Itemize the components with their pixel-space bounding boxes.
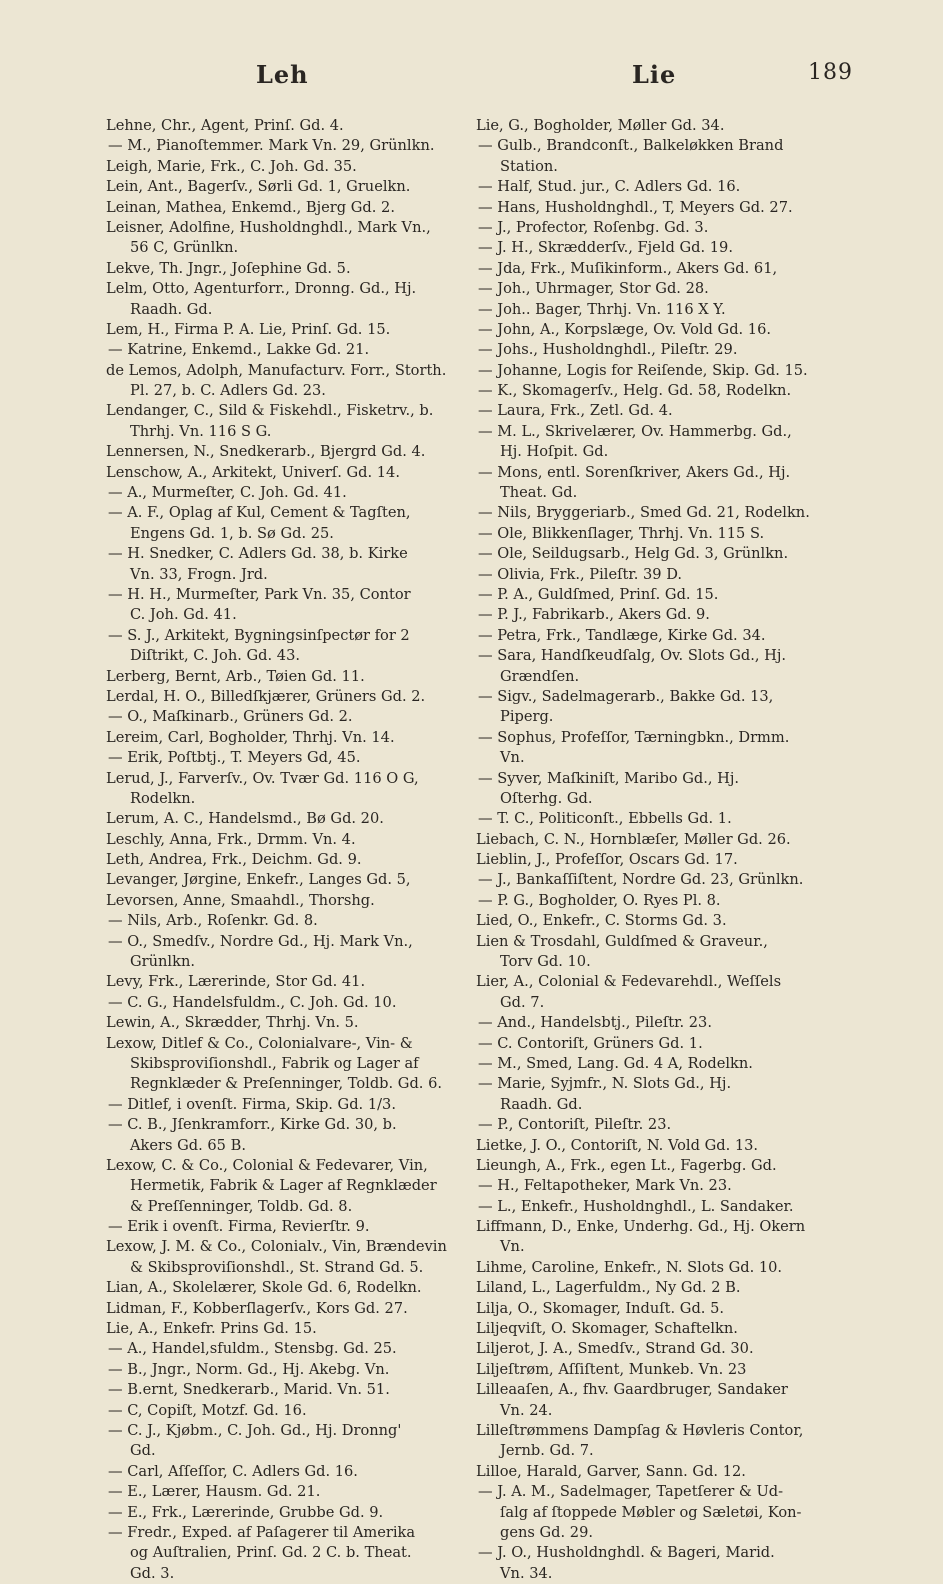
directory-entry: — C. J., Kjøbm., C. Joh. Gd., Hj. Dronng'	[108, 1422, 402, 1439]
directory-entry: Lie, G., Bogholder, Møller Gd. 34.	[476, 117, 725, 134]
directory-entry: — Nils, Arb., Roſenkr. Gd. 8.	[108, 912, 318, 930]
directory-entry: — E., Lærer, Hausm. Gd. 21.	[108, 1483, 321, 1501]
directory-entry: Lilloe, Harald, Garver, Sann. Gd. 12.	[476, 1462, 746, 1480]
entry-continuation: Torv Gd. 10.	[500, 953, 591, 971]
directory-entry: — M. L., Skrivelærer, Ov. Hammerbg. Gd.,	[478, 422, 792, 440]
directory-entry: — Sara, Handſkeudſalg, Ov. Slots Gd., Hj.	[478, 647, 787, 665]
directory-entry: Lehne, Chr., Agent, Prinſ. Gd. 4.	[106, 117, 344, 134]
entry-continuation: Hj. Hoſpit. Gd.	[500, 443, 609, 461]
directory-entry: Leth, Andrea, Frk., Deichm. Gd. 9.	[106, 851, 362, 869]
directory-entry: — H., Feltapotheker, Mark Vn. 23.	[478, 1177, 732, 1195]
entry-continuation: Vn.	[500, 1238, 525, 1256]
entry-continuation: Diſtrikt, C. Joh. Gd. 43.	[130, 647, 300, 665]
directory-entry: Lereim, Carl, Bogholder, Thrhj. Vn. 14.	[106, 728, 395, 746]
directory-entry: — Erik, Poſtbtj., T. Meyers Gd, 45.	[108, 749, 361, 767]
directory-entry: — Laura, Frk., Zetl. Gd. 4.	[478, 402, 673, 420]
directory-entry: Lerud, J., Farverſv., Ov. Tvær Gd. 116 O G,	[106, 769, 419, 787]
directory-entry: — Marie, Syjmfr., N. Slots Gd., Hj.	[478, 1075, 732, 1093]
directory-entry: — And., Handelsbtj., Pileſtr. 23.	[478, 1014, 712, 1032]
entry-continuation: Akers Gd. 65 B.	[130, 1136, 246, 1154]
directory-entry: — Jda, Frk., Muſikinform., Akers Gd. 61,	[478, 259, 778, 277]
directory-entry: — L., Enkefr., Husholdnghdl., L. Sandaker.	[478, 1197, 794, 1215]
directory-entry: — Joh., Uhrmager, Stor Gd. 28.	[478, 280, 709, 298]
entry-continuation: Vn.	[500, 749, 525, 767]
entry-continuation: Jernb. Gd. 7.	[500, 1442, 594, 1460]
directory-entry: Lilleſtrømmens Dampſag & Høvleris Contor,	[476, 1422, 804, 1439]
directory-entry: Lexow, C. & Co., Colonial & Fedevarer, Vin,	[106, 1156, 428, 1174]
entry-continuation: C. Joh. Gd. 41.	[130, 606, 237, 624]
directory-entry: Lihme, Caroline, Enkefr., N. Slots Gd. 10.	[476, 1258, 783, 1276]
directory-entry: Lein, Ant., Bagerſv., Sørli Gd. 1, Gruelkn.	[106, 178, 411, 196]
directory-entry: — Johanne, Logis for Reiſende, Skip. Gd. 15.	[478, 361, 808, 379]
directory-entry: — Ditlef, i ovenſt. Firma, Skip. Gd. 1/3.	[108, 1095, 396, 1113]
directory-entry: — Petra, Frk., Tandlæge, Kirke Gd. 34.	[478, 626, 766, 644]
directory-entry: — B.ernt, Snedkerarb., Marid. Vn. 51.	[108, 1381, 390, 1399]
directory-entry: Lie, A., Enkefr. Prins Gd. 15.	[106, 1320, 317, 1338]
directory-entry: — Katrine, Enkemd., Lakke Gd. 21.	[108, 341, 370, 359]
entry-continuation: 56 C, Grünlkn.	[130, 239, 239, 257]
directory-entry: Lidman, F., Kobberſlagerſv., Kors Gd. 27.	[106, 1299, 408, 1317]
entry-continuation: Gd.	[130, 1442, 156, 1460]
entry-continuation: Station.	[500, 157, 558, 175]
directory-entry: — M., Smed, Lang. Gd. 4 A, Rodelkn.	[478, 1054, 753, 1072]
entry-continuation: Raadh. Gd.	[130, 300, 213, 318]
directory-entry: — M., Pianoſtemmer. Mark Vn. 29, Grünlkn.	[108, 137, 435, 155]
header-right-word: Lie	[632, 60, 677, 89]
directory-entry: — Sigv., Sadelmagerarb., Bakke Gd. 13,	[478, 687, 774, 705]
directory-entry: — J. A. M., Sadelmager, Tapetſerer & Ud-	[478, 1483, 784, 1501]
entry-continuation: Grændſen.	[500, 667, 580, 685]
entry-continuation: & Skibsproviſionshdl., St. Strand Gd. 5.	[130, 1258, 424, 1276]
directory-entry: — B., Jngr., Norm. Gd., Hj. Akebg. Vn.	[108, 1360, 390, 1378]
entry-continuation: Hermetik, Fabrik & Lager af Regnklæder	[130, 1177, 437, 1195]
directory-entry: — P. J., Fabrikarb., Akers Gd. 9.	[478, 606, 710, 624]
directory-entry: Lieungh, A., Frk., egen Lt., Fagerbg. Gd.	[476, 1156, 777, 1174]
left-column	[106, 116, 461, 1584]
right-column	[476, 116, 841, 1584]
directory-entry: Lekve, Th. Jngr., Joſephine Gd. 5.	[106, 259, 351, 277]
entry-continuation: Engens Gd. 1, b. Sø Gd. 25.	[130, 524, 334, 542]
entry-continuation: Grünlkn.	[130, 953, 195, 971]
entry-continuation: Oſterhg. Gd.	[500, 789, 593, 807]
entry-continuation: ſalg af ſtoppede Møbler og Sæletøi, Kon-	[500, 1503, 802, 1521]
directory-entry: — Olivia, Frk., Pileſtr. 39 D.	[478, 565, 683, 583]
directory-entry: — Sophus, Profeſſor, Tærningbkn., Drmm.	[478, 728, 790, 746]
directory-entry: Levanger, Jørgine, Enkefr., Langes Gd. 5,	[106, 871, 411, 889]
directory-entry: Leisner, Adolfine, Husholdnghdl., Mark Vn.,	[106, 218, 431, 236]
directory-entry: — A., Handel,sfuldm., Stensbg. Gd. 25.	[108, 1340, 397, 1358]
directory-entry: Lien & Trosdahl, Guldſmed & Graveur.,	[476, 932, 768, 950]
directory-entry: — J., Bankaſſiſtent, Nordre Gd. 23, Grünlkn.	[478, 871, 804, 889]
directory-entry: — E., Frk., Lærerinde, Grubbe Gd. 9.	[108, 1503, 384, 1521]
entry-continuation: & Preſſenninger, Toldb. Gd. 8.	[130, 1197, 353, 1215]
directory-entry: — Gulb., Brandconſt., Balkeløkken Brand	[478, 137, 784, 155]
entry-continuation: Rodelkn.	[130, 789, 196, 807]
directory-entry: — J. H., Skrædderſv., Fjeld Gd. 19.	[478, 239, 733, 257]
directory-entry: Lennersen, N., Snedkerarb., Bjergrd Gd. 4.	[106, 443, 426, 461]
directory-entry: — H. H., Murmeſter, Park Vn. 35, Contor	[108, 585, 411, 603]
directory-entry: — Carl, Aſſeſſor, C. Adlers Gd. 16.	[108, 1462, 358, 1480]
directory-entry: Lieblin, J., Profeſſor, Oscars Gd. 17.	[476, 851, 738, 869]
entry-continuation: Piperg.	[500, 708, 554, 726]
entry-continuation: Gd. 7.	[500, 993, 545, 1011]
directory-entry: Lilja, O., Skomager, Induſt. Gd. 5.	[476, 1299, 725, 1317]
directory-entry: — H. Snedker, C. Adlers Gd. 38, b. Kirke	[108, 545, 408, 563]
entry-continuation: og Auſtralien, Prinſ. Gd. 2 C. b. Theat.	[130, 1544, 412, 1562]
entry-continuation: Vn. 33, Frogn. Jrd.	[130, 565, 268, 583]
directory-entry: Leinan, Mathea, Enkemd., Bjerg Gd. 2.	[106, 198, 395, 216]
directory-entry: Levy, Frk., Lærerinde, Stor Gd. 41.	[106, 973, 366, 991]
directory-entry: — Fredr., Exped. af Paſagerer til Amerika	[108, 1523, 416, 1541]
directory-entry: — Ole, Blikkenſlager, Thrhj. Vn. 115 S.	[478, 524, 765, 542]
directory-entry: — O., Maſkinarb., Grüners Gd. 2.	[108, 708, 353, 726]
directory-entry: — C, Copiſt, Motzf. Gd. 16.	[108, 1401, 307, 1419]
directory-entry: — Mons, entl. Sorenſkriver, Akers Gd., Hj.	[478, 463, 791, 481]
directory-entry: — T. C., Politiconſt., Ebbells Gd. 1.	[478, 810, 732, 828]
directory-entry: Lelm, Otto, Agenturforr., Dronng. Gd., Hj.	[106, 280, 417, 298]
directory-entry: Lerberg, Bernt, Arb., Tøien Gd. 11.	[106, 667, 365, 685]
entry-continuation: gens Gd. 29.	[500, 1523, 593, 1541]
entry-continuation: Vn. 24.	[500, 1401, 553, 1419]
directory-entry: — Hans, Husholdnghdl., T, Meyers Gd. 27.	[478, 198, 793, 216]
directory-entry: Leigh, Marie, Frk., C. Joh. Gd. 35.	[106, 157, 357, 175]
directory-entry: Lexow, Ditlef & Co., Colonialvare-, Vin- &	[106, 1034, 413, 1052]
entry-continuation: Theat. Gd.	[500, 484, 578, 502]
directory-entry: — Syver, Maſkiniſt, Maribo Gd., Hj.	[478, 769, 740, 787]
directory-entry: Lian, A., Skolelærer, Skole Gd. 6, Rodelkn.	[106, 1279, 422, 1297]
directory-entry: — John, A., Korpslæge, Ov. Vold Gd. 16.	[478, 320, 772, 338]
directory-entry: — P. A., Guldſmed, Prinſ. Gd. 15.	[478, 585, 719, 603]
directory-entry: — Ole, Seildugsarb., Helg Gd. 3, Grünlkn.	[478, 545, 789, 563]
directory-entry: Lerdal, H. O., Billedſkjærer, Grüners Gd. 2.	[106, 687, 426, 705]
directory-entry: Lexow, J. M. & Co., Colonialv., Vin, Brændevin	[106, 1238, 447, 1256]
directory-entry: — C. B., Jſenkramforr., Kirke Gd. 30, b.	[108, 1116, 397, 1134]
directory-entry: de Lemos, Adolph, Manufacturv. Forr., Storth.	[106, 361, 447, 379]
directory-entry: — Joh.. Bager, Thrhj. Vn. 116 X Y.	[478, 300, 726, 318]
directory-entry: Liljerot, J. A., Smedſv., Strand Gd. 30.	[476, 1340, 754, 1358]
directory-entry: Lem, H., Firma P. A. Lie, Prinſ. Gd. 15.	[106, 320, 391, 338]
directory-entry: Lendanger, C., Sild & Fiskehdl., Fisketrv., b.	[106, 402, 434, 420]
directory-entry: Lietke, J. O., Contoriſt, N. Vold Gd. 13.	[476, 1136, 759, 1154]
directory-entry: — P., Contoriſt, Pileſtr. 23.	[478, 1116, 672, 1134]
directory-entry: — Johs., Husholdnghdl., Pileſtr. 29.	[478, 341, 738, 359]
directory-entry: Liljeſtrøm, Aſſiſtent, Munkeb. Vn. 23	[476, 1360, 747, 1378]
directory-entry: Leschly, Anna, Frk., Drmm. Vn. 4.	[106, 830, 356, 848]
page-number: 189	[808, 60, 853, 85]
directory-entry: Liland, L., Lagerfuldm., Ny Gd. 2 B.	[476, 1279, 741, 1297]
directory-entry: — O., Smedſv., Nordre Gd., Hj. Mark Vn.,	[108, 932, 413, 950]
directory-entry: Lilleaaſen, A., fhv. Gaardbruger, Sandaker	[476, 1381, 788, 1399]
directory-entry: Liffmann, D., Enke, Underhg. Gd., Hj. Okern	[476, 1218, 806, 1236]
directory-entry: Liebach, C. N., Hornblæſer, Møller Gd. 26.	[476, 830, 791, 848]
entry-continuation: Vn. 34.	[500, 1564, 553, 1582]
entry-continuation: Pl. 27, b. C. Adlers Gd. 23.	[130, 382, 326, 400]
entry-continuation: Thrhj. Vn. 116 S G.	[130, 422, 272, 440]
directory-entry: — Erik i ovenſt. Firma, Revierſtr. 9.	[108, 1218, 370, 1236]
entry-continuation: Skibsproviſionshdl., Fabrik og Lager af	[130, 1054, 419, 1072]
entry-continuation: Regnklæder & Preſenninger, Toldb. Gd. 6.	[130, 1075, 442, 1093]
directory-entry: — C. Contoriſt, Grüners Gd. 1.	[478, 1034, 703, 1052]
directory-entry: — J., Profector, Roſenbg. Gd. 3.	[478, 218, 709, 236]
directory-entry: — S. J., Arkitekt, Bygningsinſpectør for 2	[108, 626, 410, 644]
directory-entry: — K., Skomagerſv., Helg. Gd. 58, Rodelkn.	[478, 382, 792, 400]
directory-entry: — A. F., Oplag af Kul, Cement & Tagſten,	[108, 504, 411, 522]
entry-continuation: Raadh. Gd.	[500, 1095, 583, 1113]
directory-entry: — A., Murmeſter, C. Joh. Gd. 41.	[108, 484, 347, 502]
directory-entry: Liljeqviſt, O. Skomager, Schaftelkn.	[476, 1320, 738, 1338]
entry-continuation: Gd. 3.	[130, 1564, 175, 1582]
header-left-word: Leh	[256, 60, 309, 89]
directory-entry: Levorsen, Anne, Smaahdl., Thorshg.	[106, 891, 375, 909]
directory-entry: Lerum, A. C., Handelsmd., Bø Gd. 20.	[106, 810, 384, 828]
directory-entry: Lied, O., Enkefr., C. Storms Gd. 3.	[476, 912, 727, 930]
directory-entry: — J. O., Husholdnghdl. & Bageri, Marid.	[478, 1544, 775, 1562]
directory-entry: — C. G., Handelsfuldm., C. Joh. Gd. 10.	[108, 993, 397, 1011]
directory-entry: — Half, Stud. jur., C. Adlers Gd. 16.	[478, 178, 741, 196]
directory-entry: — P. G., Bogholder, O. Ryes Pl. 8.	[478, 891, 721, 909]
directory-entry: Lewin, A., Skrædder, Thrhj. Vn. 5.	[106, 1014, 359, 1032]
directory-entry: Lier, A., Colonial & Fedevarehdl., Weſſels	[476, 973, 782, 991]
directory-entry: Lenschow, A., Arkitekt, Univerſ. Gd. 14.	[106, 463, 400, 481]
directory-entry: — Nils, Bryggeriarb., Smed Gd. 21, Rodelkn.	[478, 504, 810, 522]
